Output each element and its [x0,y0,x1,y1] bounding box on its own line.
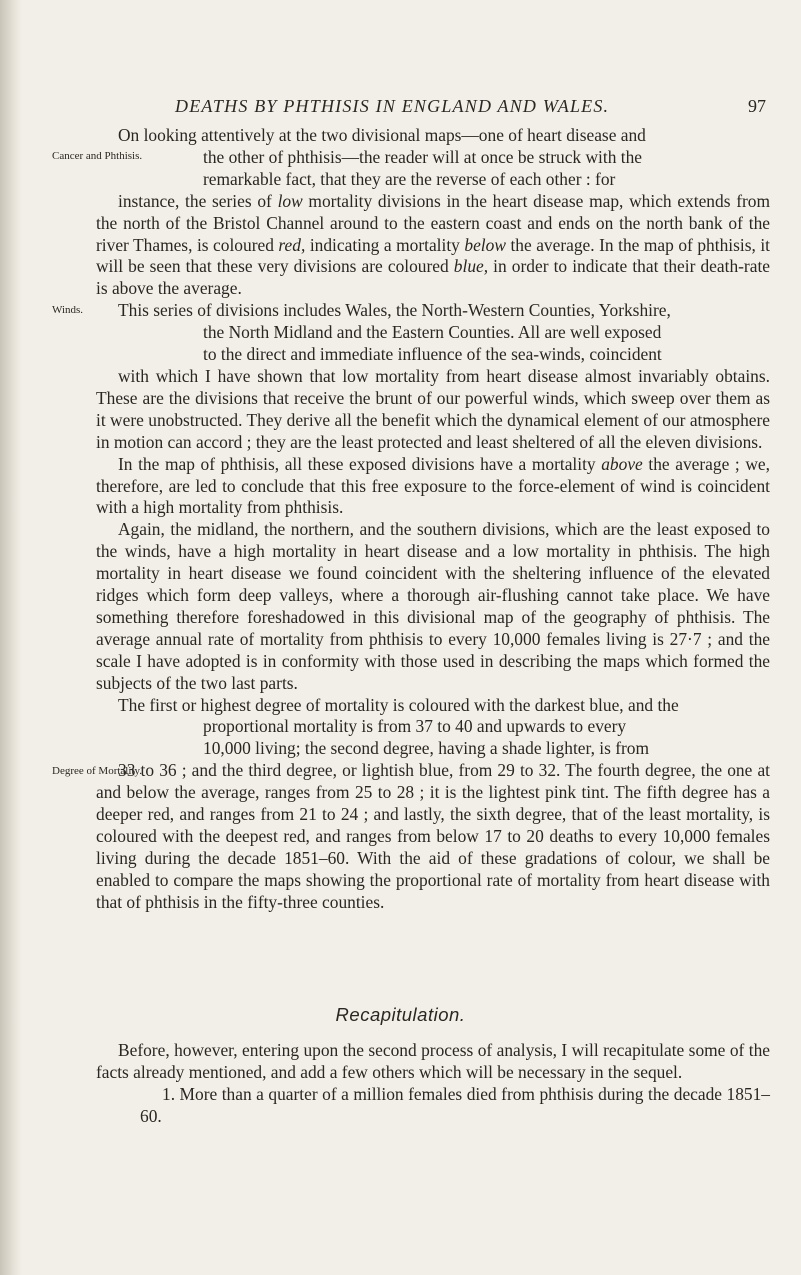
paragraph-midland: Again, the midland, the northern, and the southern divisions, which are the least exposed to the winds, have a high mortality in heart disease and a low mortality in phthisis. The high mortality in heart disease we found coincident with the sheltering influence of the elevated ridges which form deep valleys, where a thorough air-flushing cannot take place. We have something therefore foreshadowed in this divisional map of the geography of phthisis. The average annual rate of mortality from phthisis to every 10,000 females living is 27·7 ; and the scale I have adopted is in conformity with those used in describing the maps which formed the subjects of the two last parts. [96,519,770,693]
paragraph-line: On looking attentively at the two divisional maps—one of heart disease and [118,125,646,145]
margin-note-winds: Winds. [52,304,84,316]
section-heading: Recapitulation. [335,1004,466,1025]
text-run: in order to indicate that their death-rate is above the average. [96,256,770,299]
text-run: the average ; we, therefore, are led to conclude that this free exposure to the force-element of wind is coincident with a high mortality from phthisis. [96,453,770,518]
paragraph-winds [96,300,770,453]
paragraph-line: to the direct and immediate influence of the sea-winds, coincident [203,344,662,365]
paragraph-line: the North Midland and the Eastern Counties. All are well exposed [203,322,662,343]
text-run: In the map of phthisis, all these exposed divisions have a mortality [118,453,602,474]
margin-note-degree-of-mortality: Degree of Mortality. [52,765,143,777]
page-header [0,96,801,122]
paragraph-line: proportional mortality is from 37 to 40 and upwards to every [203,716,627,737]
paragraph-line: The first or highest degree of mortality is coloured with the darkest blue, and the [118,694,679,715]
margin-note-cancer-phthisis: Cancer and Phthisis. [52,150,143,162]
emphasis-red: red, [278,234,306,255]
recapitulation-text [96,1040,770,1128]
emphasis-above: above [601,453,643,474]
page-binding-shadow [0,0,22,1275]
list-item: 1. More than a quarter of a million females died from phthisis during the decade 1851–60. [140,1083,770,1126]
paragraph-exposed-divisions [96,454,770,520]
emphasis-blue: blue, [453,256,489,277]
text-run: instance, the series of [118,190,278,211]
page-number: 97 [748,96,766,116]
paragraph-continuation [96,191,770,301]
paragraph-continuation: with which I have shown that low mortality from heart disease almost invariably obtains. These are the divisions that receive the brunt of our powerful winds, which sweep over them as it were unobstructed. They derive all the benefit which the dynamical element of our atmosphere in motion can accord ; they are the least protected and least sheltered of all the eleven divisions. [96,365,770,452]
paragraph-recapitulation: Before, however, entering upon the second process of analysis, I will recapitulate some of the facts already mentioned, and add a few others which will be necessary in the sequel. [96,1040,770,1082]
paragraph-line: This series of divisions includes Wales, the North-Western Counties, Yorkshire, [118,300,671,321]
text-run: mortality divisions in the heart disease map, which extends from the north of the Bristol Channel around to the eastern coast and ends on the north bank of the river Thames, is coloured [96,190,770,255]
paragraph-continuation: 33 to 36 ; and the third degree, or lightish blue, from 29 to 32. The fourth degree, the one at and below the average, ranges from 25 to 28 ; it is the lightest pink tint. The fifth degree has a deeper red, and ranges from 21 to 24 ; and lastly, the sixth degree, that of the least mortality, is coloured with the deepest red, and ranges from below 17 to 20 deaths to every 10,000 females living during the decade 1851–60. With the aid of these gradations of colour, we shall be enabled to compare the maps showing the proportional rate of mortality from heart disease with that of phthisis in the fifty-three counties. [96,760,770,912]
paragraph-line: the other of phthisis—the reader will at once be struck with the [203,146,642,167]
body-text [96,125,770,914]
paragraph-line: remarkable fact, that they are the reverse of each other : for [203,168,616,189]
paragraph-degree [96,695,770,914]
emphasis-below: below [464,234,506,255]
text-run: the average. In the map of phthisis, it will be seen that these very divisions are coloured [96,234,770,277]
emphasis-low: low [277,190,303,211]
paragraph-maps [96,125,770,300]
paragraph-line: 10,000 living; the second degree, having a shade lighter, is from [203,738,650,759]
text-run: indicating a mortality [305,234,465,255]
running-head: DEATHS BY PHTHISIS IN ENGLAND AND WALES. [175,96,610,116]
